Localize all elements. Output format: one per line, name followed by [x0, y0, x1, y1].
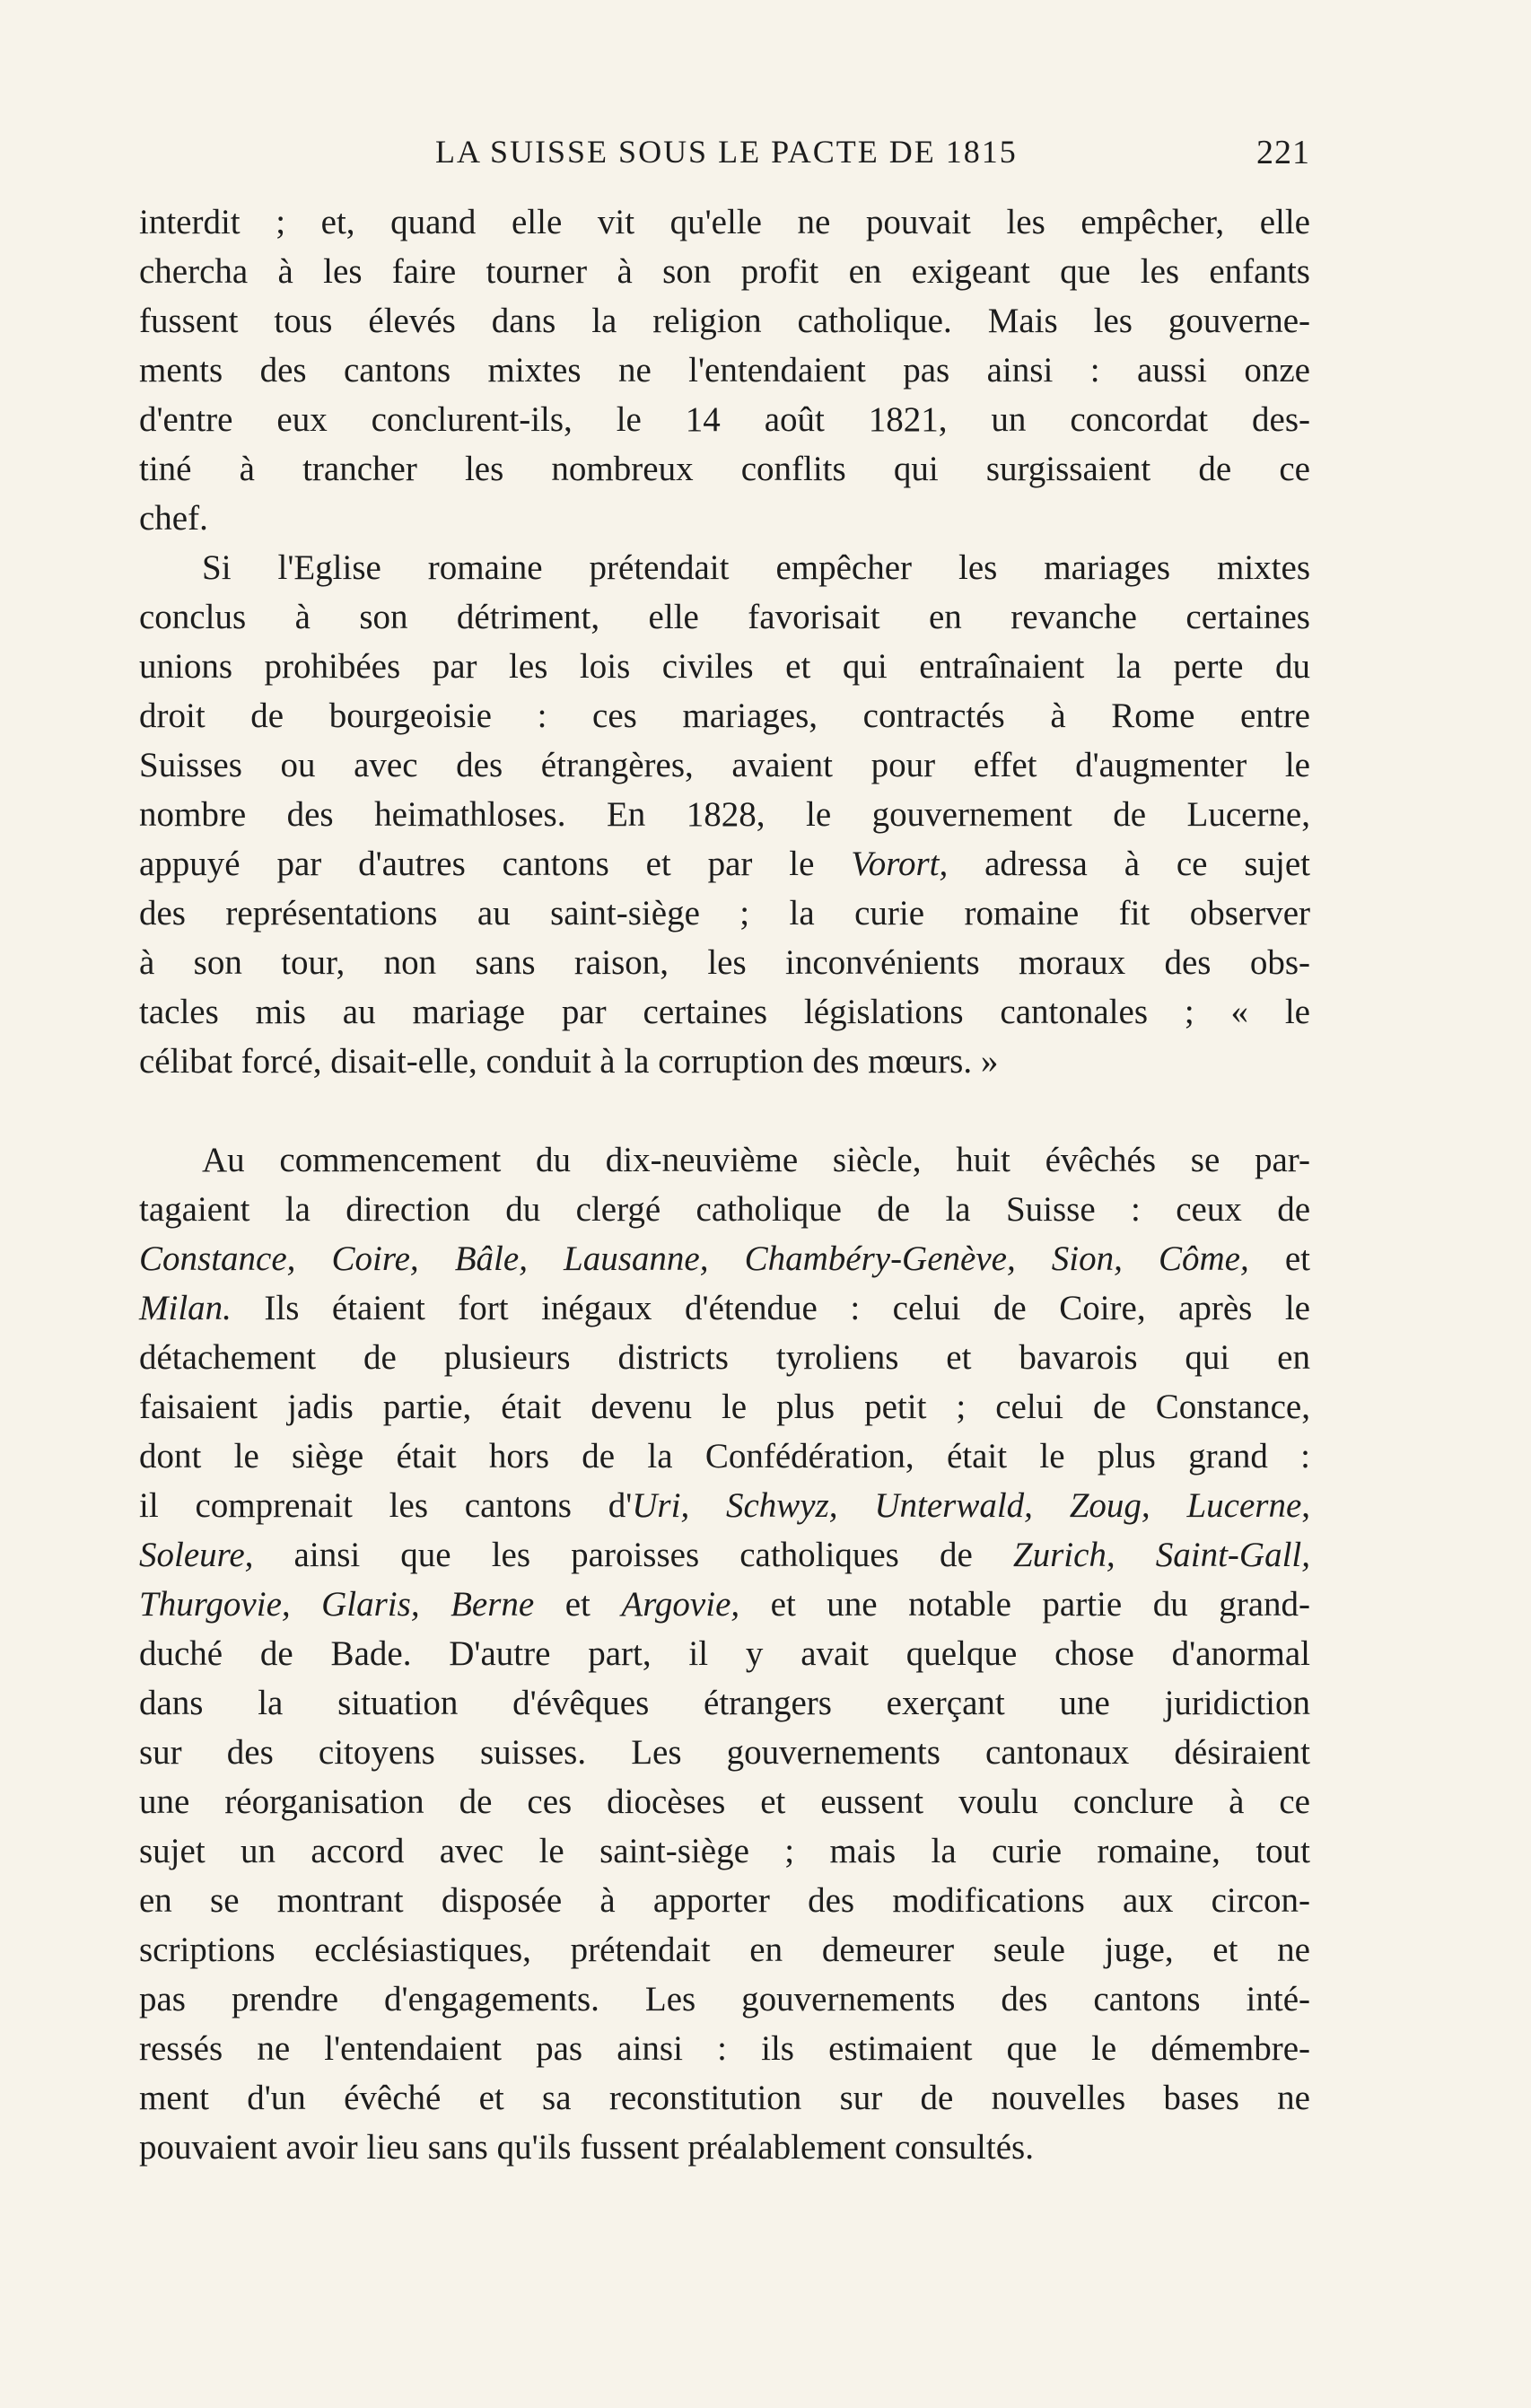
text-line: nombre des heimathloses. En 1828, le gouvernement de Lucerne,: [139, 795, 1310, 834]
text-line: chef.: [139, 499, 208, 538]
text-line: Si l'Eglise romaine prétendait empêcher les mariages mixtes: [202, 548, 1310, 587]
text-line: tagaient la direction du clergé catholique de la Suisse : ceux de: [139, 1190, 1310, 1229]
text-line: à son tour, non sans raison, les inconvénients moraux des obs-: [139, 943, 1310, 982]
text-line: Milan. Ils étaient fort inégaux d'étendue : celui de Coire, après le: [139, 1289, 1310, 1327]
running-title: LA SUISSE SOUS LE PACTE DE 1815: [435, 134, 1018, 170]
text-line: détachement de plusieurs districts tyroliens et bavarois qui en: [139, 1338, 1310, 1377]
text-line: d'entre eux conclurent-ils, le 14 août 1821, un concordat des-: [139, 400, 1310, 439]
text-line: Au commencement du dix-neuvième siècle, huit évêchés se par-: [202, 1141, 1310, 1179]
text-line: tiné à trancher les nombreux conflits qui surgissaient de ce: [139, 450, 1310, 488]
text-line: duché de Bade. D'autre part, il y avait quelque chose d'anormal: [139, 1634, 1310, 1673]
text-line: conclus à son détriment, elle favorisait en revanche certaines: [139, 598, 1310, 636]
text-line: interdit ; et, quand elle vit qu'elle ne pouvait les empêcher, elle: [139, 203, 1310, 241]
text-line: Thurgovie, Glaris, Berne et Argovie, et une notable partie du grand-: [139, 1585, 1310, 1624]
text-line: pouvaient avoir lieu sans qu'ils fussent préalablement consultés.: [139, 2128, 1034, 2167]
text-line: dont le siège était hors de la Confédération, était le plus grand :: [139, 1437, 1310, 1475]
text-line: sujet un accord avec le saint-siège ; mais la curie romaine, tout: [139, 1832, 1310, 1870]
text-line: des représentations au saint-siège ; la curie romaine fit observer: [139, 894, 1310, 933]
paragraph-2: [139, 543, 1310, 1086]
text-line: il comprenait les cantons d'Uri, Schwyz, Unterwald, Zoug, Lucerne,: [139, 1486, 1311, 1525]
text-line: Soleure, ainsi que les paroisses catholiques de Zurich, Saint-Gall,: [139, 1536, 1310, 1574]
text-line: une réorganisation de ces diocèses et eussent voulu conclure à ce: [139, 1782, 1310, 1821]
text-line: célibat forcé, disait-elle, conduit à la corruption des mœurs. »: [139, 1042, 999, 1081]
text-line: sur des citoyens suisses. Les gouvernements cantonaux désiraient: [139, 1733, 1310, 1772]
text-line: scriptions ecclésiastiques, prétendait en demeurer seule juge, et ne: [139, 1931, 1310, 1969]
running-head: [139, 126, 1310, 180]
paragraph-3: [139, 1135, 1310, 2172]
body-text: [139, 197, 1310, 2172]
text-line: ment d'un évêché et sa reconstitution sur de nouvelles bases ne: [139, 2079, 1310, 2117]
text-line: appuyé par d'autres cantons et par le Vorort, adressa à ce sujet: [139, 845, 1310, 883]
text-line: pas prendre d'engagements. Les gouvernements des cantons inté-: [139, 1980, 1310, 2018]
text-line: ments des cantons mixtes ne l'entendaient pas ainsi : aussi onze: [139, 351, 1310, 390]
paragraph-1: [139, 197, 1310, 543]
book-page: [139, 126, 1310, 2172]
text-line: droit de bourgeoisie : ces mariages, contractés à Rome entre: [139, 696, 1310, 735]
text-line: dans la situation d'évêques étrangers exerçant une juridiction: [139, 1684, 1310, 1722]
text-line: Constance, Coire, Bâle, Lausanne, Chambéry-Genève, Sion, Côme, et: [139, 1239, 1310, 1278]
text-line: chercha à les faire tourner à son profit en exigeant que les enfants: [139, 252, 1310, 291]
text-line: tacles mis au mariage par certaines législations cantonales ; « le: [139, 993, 1310, 1031]
text-line: fussent tous élevés dans la religion catholique. Mais les gouverne-: [139, 302, 1310, 340]
text-line: en se montrant disposée à apporter des modifications aux circon-: [139, 1881, 1310, 1920]
text-line: ressés ne l'entendaient pas ainsi : ils estimaient que le démembre-: [139, 2029, 1310, 2068]
page-number: 221: [1256, 134, 1310, 171]
text-line: unions prohibées par les lois civiles et qui entraînaient la perte du: [139, 647, 1310, 686]
text-line: Suisses ou avec des étrangères, avaient pour effet d'augmenter le: [139, 746, 1310, 784]
text-line: faisaient jadis partie, était devenu le plus petit ; celui de Constance,: [139, 1388, 1310, 1426]
